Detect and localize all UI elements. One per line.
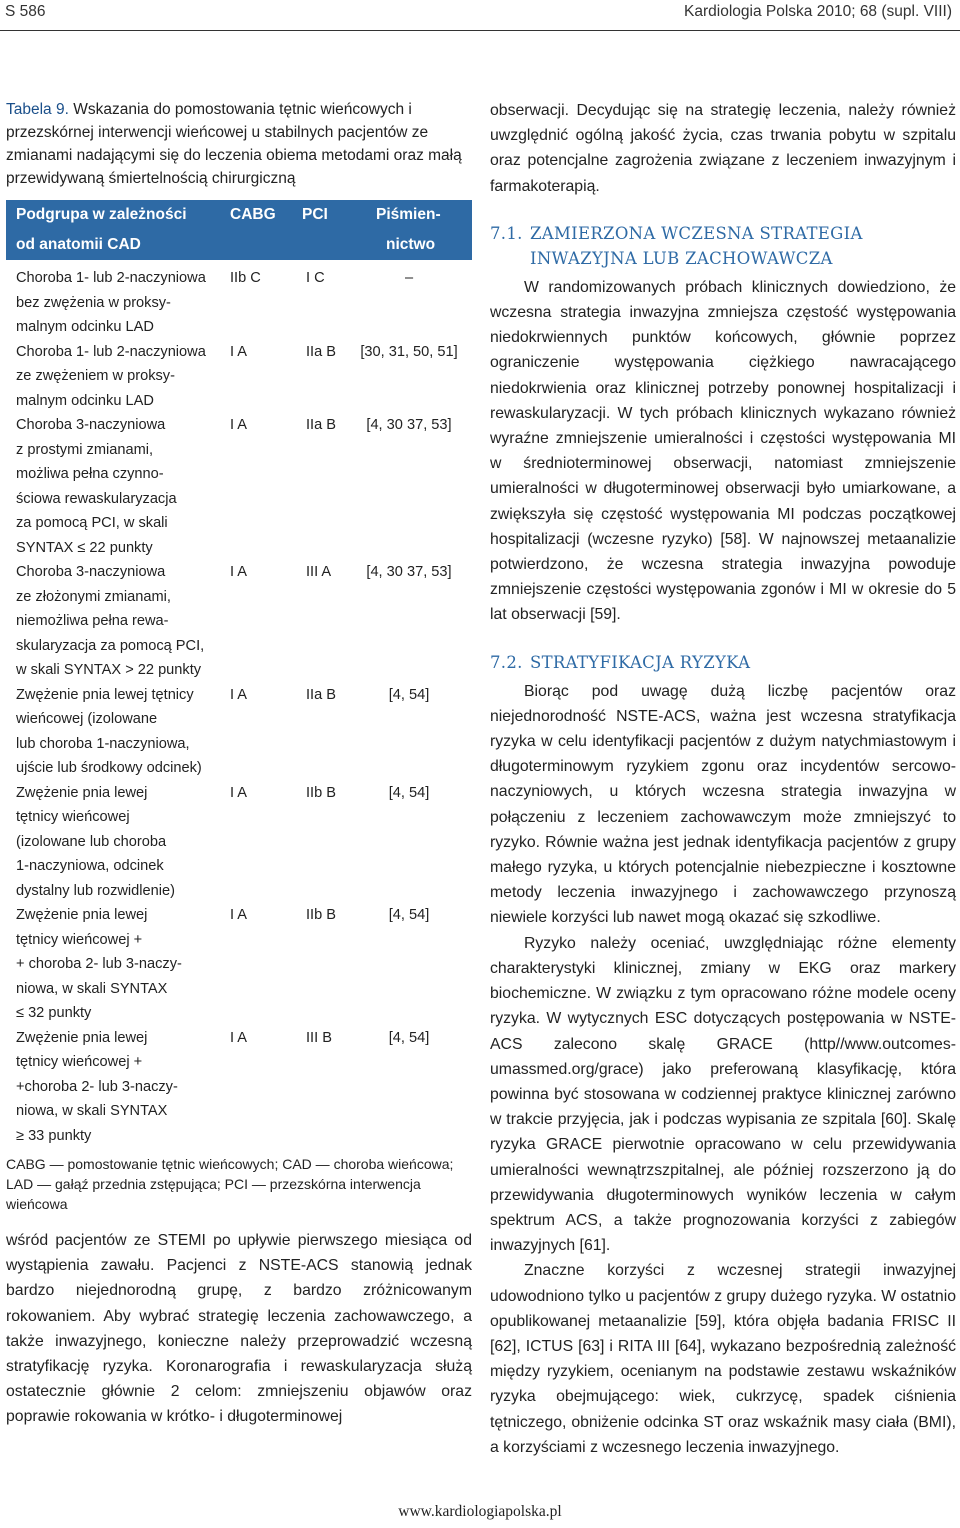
cabg-recommendation: I A xyxy=(230,417,248,433)
header-subgroup-line2: od anatomii CAD xyxy=(16,236,141,253)
header-pci: PCI xyxy=(302,206,328,223)
section-7-2-paragraph-3: Znaczne korzyści z wczesnej strategii inwazyjnej udowodniono tylko u pacjentów z grupy dużego ryzyka. W ostatnio opublikowanej metaanalizie [59], która objęła badania FRISC II [62], ICTUS [63] i RITA III [64], wykazano bezpośrednią zależność między ryzykiem, ocenianym na podstawie zestawu wskaźników ryzyka obejmującego: wiek, cukrzycę, spadek ciśnienia tętniczego, obniżenie odcinka ST oraz wskaźnik masy ciała (BMI), a korzyściami z wczesnego leczenia inwazyjnego. xyxy=(490,1262,956,1456)
section-7-2-paragraph-2: Ryzyko należy oceniać, uwzględniając różne elementy charakterystyki klinicznej, zmiany w EKG oraz markery biochemiczne. W związku z tym opracowano różne modele oceny ryzyka. W wytycznych ESC dotyczących postępowania w NSTE-ACS zalecono skalę GRACE (http//www.outcomes-umassmed.org/grace) jako preferowaną klasyfikację, która powinna być stosowana w codziennej praktyce klinicznej zarówno w trakcie przyjęcia, jak i podczas wypisania ze szpitala [60]. Skalę ryzyka GRACE pierwotnie opracowano w celu przewidywania umieralności wewnątrzszpitalnej, ale później rozszerzono ją do przewidywania długoterminowych wyników leczenia w całym spektrum ACS, a także prognozowania korzyści z zabiegów inwazyjnych [61]. xyxy=(490,934,956,1255)
left-body-text: wśród pacjentów ze STEMI po upływie pierwszego miesiąca od wystąpienia zawału. Pacjenci z NSTE-ACS stanowią jednak bardzo niejednorodną grupę, z bardzo zróżnicowanym rokowaniem. Aby wybrać strategię leczenia zachowawczego, a także inwazyjnego, konieczne należy przeprowadzić wczesną stratyfikację ryzyka. Koronarografia i rewaskularyzacja służą ostatecznie głównie 2 celom: zmniejszeniu objawów oraz poprawie rokowania w krótko- i długoterminowej xyxy=(6,1232,472,1426)
subgroup-text-line: malnym odcinku LAD xyxy=(16,319,154,335)
cabg-recommendation: I A xyxy=(230,564,248,580)
subgroup-text-line: wieńcowej (izolowane xyxy=(16,711,158,727)
table-caption-text: Wskazania do pomostowania tętnic wieńcowych i przezskórnej interwencji wieńcowej u stabilnych pacjentów ze zmianami nadającymi się do leczenia obiema metodami oraz małą przewidywaną śmiertelnością chirurgiczną xyxy=(6,101,462,187)
table-row xyxy=(6,266,472,340)
section-7-2-paragraph-1: Biorąc pod uwagę dużą liczbę pacjentów oraz niejednorodność NSTE-ACS, ważna jest wczesna stratyfikacja ryzyka w celu identyfikacji pacjentów z dużym natychmiastowym i długoterminowym ryzykiem zgonu oraz incydentów sercowo-naczyniowych, u których wczesna strategia inwazyjna w połączeniu z leczeniem zachowawczym może zmniejszyć to ryzyko. Równie ważna jest jednak identyfikacja pacjentów z grupy małego ryzyka, u których potencjalnie niebezpieczne i kosztowne metody leczenia inwazyjnego i zachowawczego przynoszą niewiele korzyści lub nawet mogą okazać się szkodliwe. xyxy=(490,682,956,927)
cabg-recommendation: I A xyxy=(230,1029,248,1046)
pci-recommendation: IIb B xyxy=(306,907,337,923)
subgroup-text-line: możliwa pełna czynno- xyxy=(16,466,164,482)
journal-citation: Kardiologia Polska 2010; 68 (supl. VIII) xyxy=(684,3,952,20)
section-7-1-paragraph: W randomizowanych próbach klinicznych dowiedziono, że wczesna strategia inwazyjna zmniejsza częstość występowania niedokrwiennych punktów końcowych, głównie poprzez ograniczenie występowania ciężkiego nawracającego niedokrwienia oraz klinicznej potrzeby ponownej hospitalizacji i rewaskularyzacji. W tych próbach klinicznych wykazano również wyraźne zmniejszenie umieralności i częstości występowania MI w średnioterminowej obserwacji, natomiast zmniejszenie umieralności w długoterminowej obserwacji było umiarkowane, a zwiększyła się częstość występowania MI podczas początkowej hospitalizacji (wczesne ryzyko) [58]. W najnowszej metaanalizie potwierdzono, że wczesna strategia inwazyjna powoduje zmniejszenie częstości występowania zgonów i MI w okresie do 5 lat obserwacji [59]. xyxy=(490,278,956,624)
table-row xyxy=(6,560,472,683)
table-body xyxy=(6,260,472,1148)
literature-references: [4, 30 37, 53] xyxy=(366,564,452,580)
subgroup-text-line: z prostymi zmianami, xyxy=(16,441,154,458)
subgroup-text-line: Zwężenie pnia lewej xyxy=(16,784,148,801)
section-7-1-heading xyxy=(490,221,956,271)
subgroup-text-line: ściowa rewaskularyzacja xyxy=(16,490,177,507)
subgroup-text-line: Choroba 1- lub 2-naczyniowa xyxy=(16,343,206,360)
subgroup-text-line: Zwężenie pnia lewej tętnicy xyxy=(16,686,194,703)
cabg-recommendation: I A xyxy=(230,784,248,801)
cabg-recommendation: I A xyxy=(230,343,248,360)
subgroup-text-line: lub choroba 1-naczyniowa, xyxy=(16,735,190,752)
subgroup-text-line: (izolowane lub choroba xyxy=(16,833,167,850)
header-cabg: CABG xyxy=(230,206,276,223)
table-row xyxy=(6,1026,472,1149)
pci-recommendation: IIa B xyxy=(306,417,337,433)
table-row xyxy=(6,781,472,904)
subgroup-text-line: bez zwężenia w proksy- xyxy=(16,294,171,311)
literature-references: [4, 54] xyxy=(388,1029,430,1046)
header-subgroup-line1: Podgrupa w zależności xyxy=(16,206,187,223)
table-caption xyxy=(6,98,472,190)
literature-references: [4, 54] xyxy=(388,784,430,801)
table-row xyxy=(6,340,472,414)
subgroup-text-line: tętnicy wieńcowej xyxy=(16,809,130,825)
pci-recommendation: III A xyxy=(306,564,332,580)
subgroup-text-line: Zwężenie pnia lewej xyxy=(16,907,148,923)
indications-table xyxy=(6,200,472,1148)
subgroup-text-line: dystalny lub rozwidlenie) xyxy=(16,882,175,899)
cabg-recommendation: IIb C xyxy=(230,270,261,286)
page-header xyxy=(0,0,960,31)
subgroup-text-line: malnym odcinku LAD xyxy=(16,392,154,409)
footer-url: www.kardiologiapolska.pl xyxy=(398,1503,562,1520)
left-column xyxy=(6,98,472,1430)
header-literature-line2: nictwo xyxy=(386,236,436,253)
subgroup-text-line: za pomocą PCI, w skali xyxy=(16,515,168,531)
table-row xyxy=(6,683,472,781)
subgroup-text-line: tętnicy wieńcowej + xyxy=(16,931,143,948)
subgroup-text-line: niemożliwa pełna rewa- xyxy=(16,613,169,629)
subgroup-text-line: niowa, w skali SYNTAX xyxy=(16,1103,168,1119)
pci-recommendation: IIa B xyxy=(306,686,337,703)
section-7-2-heading xyxy=(490,650,956,675)
section-7-1-title-line1: ZAMIERZONA WCZESNA STRATEGIA xyxy=(530,223,863,243)
pci-recommendation: IIb B xyxy=(306,784,337,801)
intro-paragraph: obserwacji. Decydując się na strategię leczenia, należy również uwzględnić ogólną jakość życia, czas trwania pobytu w szpitalu oraz potencjalne zagrożenia związane z leczeniem inwazyjnym i farmakoterapią. xyxy=(490,102,956,195)
subgroup-text-line: tętnicy wieńcowej + xyxy=(16,1054,143,1070)
subgroup-text-line: Zwężenie pnia lewej xyxy=(16,1029,148,1046)
header-literature-line1: Piśmien- xyxy=(376,206,441,223)
table-row xyxy=(6,903,472,1026)
subgroup-text-line: ≤ 32 punkty xyxy=(16,1005,92,1021)
table-header xyxy=(6,200,472,260)
subgroup-text-line: niowa, w skali SYNTAX xyxy=(16,980,168,997)
page-number: S 586 xyxy=(5,3,46,20)
literature-references: [4, 54] xyxy=(388,686,430,703)
subgroup-text-line: ujście lub środkowy odcinek) xyxy=(16,760,202,776)
subgroup-text-line: Choroba 3-naczyniowa xyxy=(16,564,166,580)
literature-references: [4, 30 37, 53] xyxy=(366,417,452,433)
subgroup-text-line: 1-naczyniowa, odcinek xyxy=(16,858,164,874)
literature-references: – xyxy=(404,270,414,286)
cabg-recommendation: I A xyxy=(230,907,248,923)
subgroup-text-line: w skali SYNTAX > 22 punkty xyxy=(16,662,202,678)
subgroup-text-line: ze zwężeniem w proksy- xyxy=(16,368,175,384)
table-label: Tabela 9. xyxy=(6,101,69,118)
right-column xyxy=(490,98,956,1460)
cabg-recommendation: I A xyxy=(230,686,248,703)
section-7-2-title: STRATYFIKACJA RYZYKA xyxy=(530,652,751,672)
pci-recommendation: III B xyxy=(306,1029,332,1046)
literature-references: [30, 31, 50, 51] xyxy=(360,343,458,360)
subgroup-text-line: skularyzacja za pomocą PCI, xyxy=(16,637,205,654)
subgroup-text-line: ≥ 33 punkty xyxy=(16,1127,92,1144)
table-row xyxy=(6,413,472,560)
subgroup-text-line: Choroba 1- lub 2-naczyniowa xyxy=(16,270,206,286)
subgroup-text-line: SYNTAX ≤ 22 punkty xyxy=(16,539,153,556)
section-7-1-number: 7.1. xyxy=(490,223,523,243)
subgroup-text-line: + choroba 2- lub 3-naczy- xyxy=(16,956,182,972)
table-footnote: CABG — pomostowanie tętnic wieńcowych; CAD — choroba wieńcowa; LAD — gałąź przednia zstępująca; PCI — przezskórna interwencja wieńcowa xyxy=(6,1156,454,1212)
pci-recommendation: IIa B xyxy=(306,343,337,360)
section-7-2-number: 7.2. xyxy=(490,652,523,672)
subgroup-text-line: +choroba 2- lub 3-naczy- xyxy=(16,1078,178,1095)
subgroup-text-line: ze złożonymi zmianami, xyxy=(16,588,171,605)
subgroup-text-line: Choroba 3-naczyniowa xyxy=(16,417,166,433)
literature-references: [4, 54] xyxy=(388,907,430,923)
pci-recommendation: I C xyxy=(306,270,325,286)
section-7-1-title-line2: INWAZYJNA LUB ZACHOWAWCZA xyxy=(530,248,833,268)
